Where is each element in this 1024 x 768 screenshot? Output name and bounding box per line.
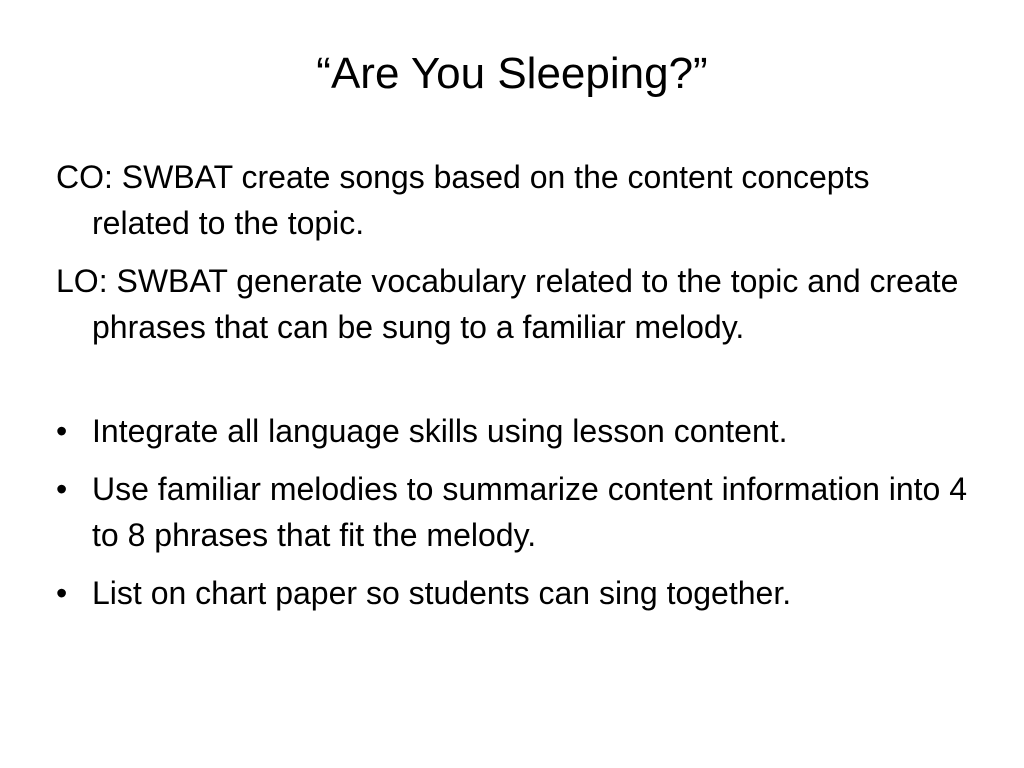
bullet-item (56, 570, 976, 616)
bullet-item (56, 466, 976, 558)
bullet-icon: • (56, 413, 68, 449)
bullet-item (56, 408, 976, 454)
language-objective: LO: SWBAT generate vocabulary related to the topic and create phrases that can be sung to a familiar melody. (56, 263, 959, 345)
spacer (56, 362, 976, 408)
content-objective: CO: SWBAT create songs based on the content concepts related to the topic. (56, 159, 870, 241)
bullet-icon: • (56, 471, 68, 507)
bullet-icon: • (56, 575, 68, 611)
bullet-text: List on chart paper so students can sing together. (92, 575, 792, 611)
slide-title: “Are You Sleeping?” (316, 49, 708, 98)
bullet-text: Integrate all language skills using lesson content. (92, 413, 788, 449)
slide-body (56, 154, 976, 628)
bullet-text: Use familiar melodies to summarize content information into 4 to 8 phrases that fit the melody. (92, 471, 968, 553)
